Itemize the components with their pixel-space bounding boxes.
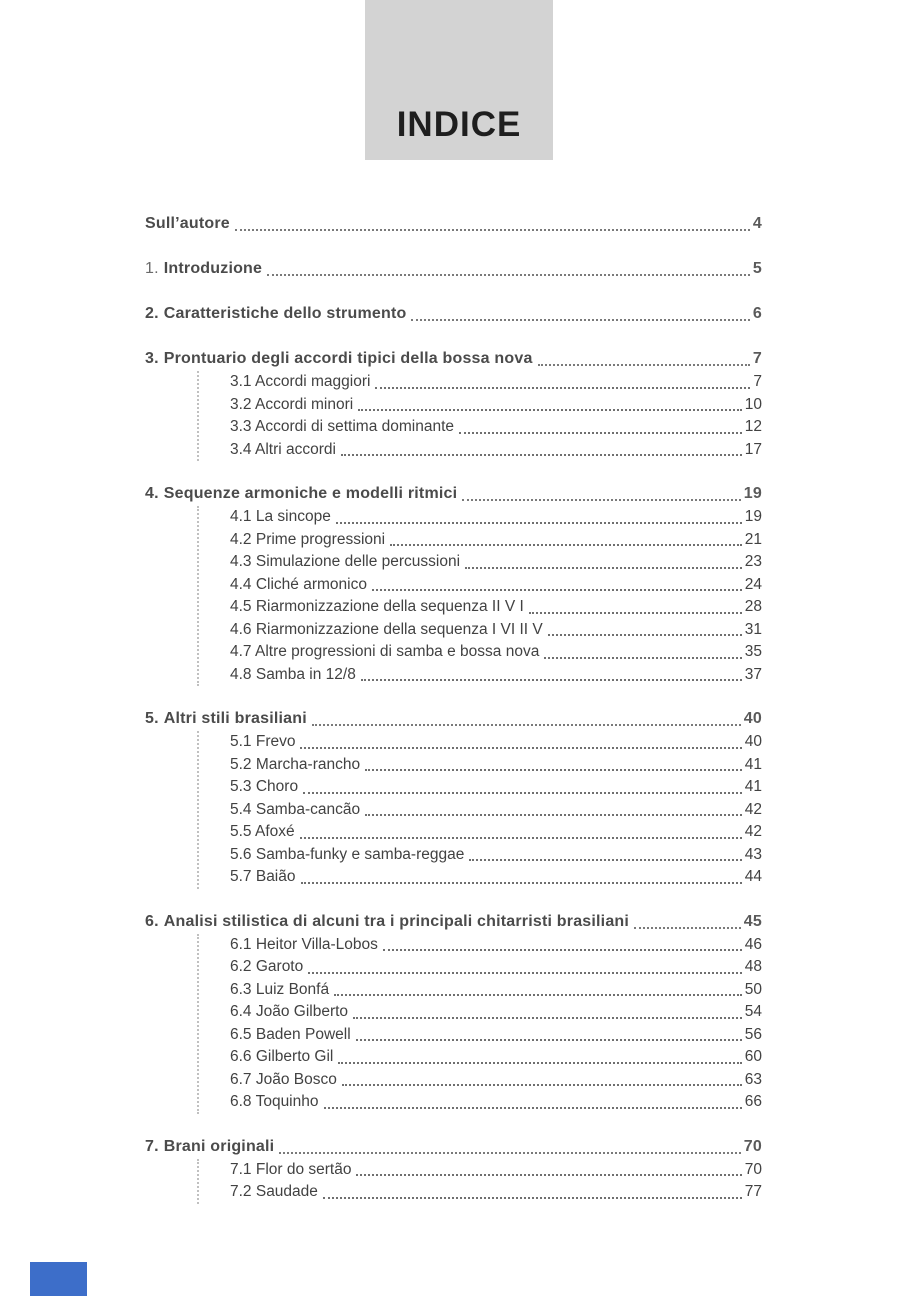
toc-subentry-label: 4.2 Prime progressioni <box>230 530 386 548</box>
toc-subentry-page: 77 <box>744 1183 762 1200</box>
toc-subentry-page: 48 <box>744 958 762 975</box>
toc-subentry-page: 35 <box>744 643 762 660</box>
toc-subentry <box>230 956 762 979</box>
toc-entry-page: 70 <box>743 1137 762 1155</box>
toc-subentry-label: 6.2 Garoto <box>230 958 304 975</box>
toc-subentry-label: 4.3 Simulazione delle percussioni <box>230 553 461 570</box>
toc-subentry-page: 44 <box>744 868 762 885</box>
toc-subentry-label: 4.7 Altre progressioni di samba e bossa nova <box>230 643 540 660</box>
toc-subentry-page: 50 <box>744 980 762 998</box>
leader-dots <box>235 229 750 231</box>
toc-subentry-label: 6.7 João Bosco <box>230 1070 337 1088</box>
toc-section <box>145 910 762 1114</box>
leader-dots <box>390 544 742 546</box>
toc-entry-number: 7. <box>145 1137 159 1155</box>
toc-entry-label: Analisi stilistica di alcuni tra i principali chitarristi brasiliani <box>163 912 630 930</box>
toc-subentry <box>230 844 762 867</box>
toc-subentry <box>230 641 762 664</box>
toc-subentry-label: 3.3 Accordi di settima dominante <box>230 418 455 435</box>
toc-subentry-label: 6.6 Gilberto Gil <box>230 1048 334 1065</box>
toc-sublist <box>197 506 762 686</box>
toc-subentry-label: 7.1 Flor do sertão <box>230 1160 352 1178</box>
leader-dots <box>324 1107 742 1109</box>
toc-subentry-label: 6.5 Baden Powell <box>230 1025 351 1043</box>
toc-subentry-label: 5.5 Afoxé <box>230 823 295 840</box>
toc-subentry-label: 6.1 Heitor Villa-Lobos <box>230 935 378 953</box>
toc-subentry <box>230 439 762 462</box>
toc-entry <box>145 347 762 371</box>
toc-section <box>145 1135 762 1204</box>
toc-subentry <box>230 664 762 687</box>
toc <box>145 212 762 1225</box>
toc-subentry <box>230 574 762 597</box>
toc-subentry-label: 5.1 Frevo <box>230 733 296 750</box>
leader-dots <box>279 1152 740 1154</box>
toc-subentry-label: 3.1 Accordi maggiori <box>230 373 371 390</box>
toc-subentry-page: 41 <box>744 755 762 773</box>
toc-subentry-page: 46 <box>744 935 762 953</box>
toc-subentry-label: 3.4 Altri accordi <box>230 440 336 458</box>
toc-subentry-label: 4.5 Riarmonizzazione della sequenza II V I <box>230 598 524 615</box>
toc-subentry-label: 4.4 Cliché armonico <box>230 575 367 593</box>
leader-dots <box>375 387 750 389</box>
toc-section <box>145 302 762 326</box>
toc-subentry-page: 19 <box>744 508 762 525</box>
toc-subentry <box>230 866 762 889</box>
toc-subentry-page: 63 <box>744 1070 762 1088</box>
toc-entry <box>145 212 762 236</box>
toc-subentry-label: 5.3 Choro <box>230 778 299 795</box>
toc-subentry-label: 5.2 Marcha-rancho <box>230 755 361 773</box>
leader-dots <box>544 657 741 659</box>
leader-dots <box>300 747 741 749</box>
leader-dots <box>634 927 741 929</box>
toc-entry-number: 1. <box>145 260 159 277</box>
leader-dots <box>459 432 742 434</box>
leader-dots <box>361 679 742 681</box>
toc-subentry <box>230 506 762 529</box>
toc-entry-number: 6. <box>145 912 159 930</box>
toc-subentry-page: 37 <box>744 665 762 683</box>
toc-subentry-label: 6.8 Toquinho <box>230 1093 319 1110</box>
toc-entry <box>145 707 762 731</box>
toc-sublist <box>197 371 762 461</box>
leader-dots <box>383 949 742 951</box>
leader-dots <box>356 1174 741 1176</box>
toc-subentry <box>230 416 762 439</box>
toc-subentry <box>230 1046 762 1069</box>
leader-dots <box>342 1084 742 1086</box>
toc-subentry-label: 4.8 Samba in 12/8 <box>230 665 356 683</box>
toc-subentry-label: 7.2 Saudade <box>230 1183 318 1200</box>
toc-entry-label: Introduzione <box>163 260 263 277</box>
leader-dots <box>338 1062 741 1064</box>
toc-entry <box>145 482 762 506</box>
toc-subentry-page: 56 <box>744 1025 762 1043</box>
toc-section <box>145 707 762 889</box>
toc-entry-label: Sequenze armoniche e modelli ritmici <box>163 485 458 502</box>
toc-subentry-page: 10 <box>744 395 762 413</box>
toc-entry-number: 3. <box>145 350 159 367</box>
leader-dots <box>358 409 742 411</box>
leader-dots <box>308 972 742 974</box>
toc-entry-page: 4 <box>752 215 762 232</box>
toc-entry-label: Caratteristiche dello strumento <box>163 305 407 322</box>
toc-subentry <box>230 754 762 777</box>
toc-entry-page: 19 <box>743 485 762 502</box>
toc-subentry-page: 66 <box>744 1093 762 1110</box>
toc-subentry <box>230 394 762 417</box>
toc-subentry-label: 3.2 Accordi minori <box>230 395 354 413</box>
leader-dots <box>312 724 741 726</box>
toc-entry-number: 4. <box>145 485 159 502</box>
toc-subentry-page: 60 <box>744 1048 762 1065</box>
leader-dots <box>300 837 742 839</box>
toc-section <box>145 212 762 236</box>
toc-entry-page: 5 <box>752 260 762 277</box>
toc-entry-page: 40 <box>743 710 762 727</box>
toc-subentry <box>230 1024 762 1047</box>
toc-entry-label: Sull’autore <box>145 215 230 232</box>
toc-subentry <box>230 776 762 799</box>
toc-entry-label: Altri stili brasiliani <box>163 710 307 727</box>
toc-subentry <box>230 799 762 822</box>
leader-dots <box>372 589 742 591</box>
toc-subentry-page: 28 <box>744 598 762 615</box>
toc-subentry-page: 12 <box>744 418 762 435</box>
toc-subentry-page: 40 <box>744 733 762 750</box>
toc-subentry-page: 70 <box>744 1160 762 1178</box>
toc-subentry-page: 7 <box>753 373 762 390</box>
leader-dots <box>462 499 741 501</box>
page-corner-marker <box>30 1262 87 1296</box>
leader-dots <box>365 814 742 816</box>
leader-dots <box>267 274 750 276</box>
toc-subentry <box>230 551 762 574</box>
leader-dots <box>323 1197 742 1199</box>
toc-subentry-label: 6.3 Luiz Bonfá <box>230 980 330 998</box>
toc-subentry <box>230 731 762 754</box>
toc-subentry-page: 17 <box>744 440 762 458</box>
toc-subentry-page: 23 <box>744 553 762 570</box>
leader-dots <box>548 634 742 636</box>
toc-entry-label: Brani originali <box>163 1137 275 1155</box>
leader-dots <box>341 454 742 456</box>
leader-dots <box>411 319 749 321</box>
toc-subentry <box>230 821 762 844</box>
toc-section <box>145 347 762 461</box>
toc-subentry <box>230 371 762 394</box>
toc-subentry <box>230 1001 762 1024</box>
toc-subentry-label: 4.6 Riarmonizzazione della sequenza I VI II V <box>230 620 543 638</box>
leader-dots <box>303 792 742 794</box>
leader-dots <box>529 612 742 614</box>
toc-entry-page: 45 <box>743 912 762 930</box>
leader-dots <box>301 882 742 884</box>
toc-subentry <box>230 619 762 642</box>
toc-subentry-label: 5.7 Baião <box>230 868 296 885</box>
leader-dots <box>465 567 742 569</box>
toc-subentry <box>230 1159 762 1182</box>
toc-entry <box>145 910 762 934</box>
toc-subentry-page: 43 <box>744 845 762 863</box>
toc-entry-number: 5. <box>145 710 159 727</box>
toc-subentry-label: 5.6 Samba-funky e samba-reggae <box>230 845 465 863</box>
toc-subentry-label: 5.4 Samba-cancão <box>230 800 361 818</box>
page-title: INDICE <box>396 105 522 144</box>
toc-subentry <box>230 529 762 552</box>
leader-dots <box>334 994 742 996</box>
toc-subentry <box>230 1091 762 1114</box>
toc-subentry <box>230 1181 762 1204</box>
leader-dots <box>538 364 750 366</box>
toc-sublist <box>197 934 762 1114</box>
toc-entry <box>145 257 762 281</box>
toc-sublist <box>197 1159 762 1204</box>
leader-dots <box>365 769 742 771</box>
toc-entry <box>145 302 762 326</box>
toc-entry <box>145 1135 762 1159</box>
toc-entry-page: 6 <box>752 305 762 322</box>
toc-sublist <box>197 731 762 889</box>
toc-subentry-page: 21 <box>744 530 762 548</box>
toc-subentry-label: 6.4 João Gilberto <box>230 1003 349 1020</box>
toc-subentry-label: 4.1 La sincope <box>230 508 331 525</box>
toc-section <box>145 482 762 686</box>
toc-subentry <box>230 979 762 1002</box>
toc-subentry <box>230 934 762 957</box>
leader-dots <box>356 1039 742 1041</box>
toc-entry-page: 7 <box>752 350 762 367</box>
leader-dots <box>336 522 742 524</box>
leader-dots <box>353 1017 742 1019</box>
toc-subentry-page: 24 <box>744 575 762 593</box>
toc-entry-label: Prontuario degli accordi tipici della bossa nova <box>163 350 533 367</box>
toc-subentry-page: 42 <box>744 823 762 840</box>
toc-entry-number: 2. <box>145 305 159 322</box>
leader-dots <box>469 859 741 861</box>
toc-subentry-page: 42 <box>744 800 762 818</box>
toc-subentry <box>230 1069 762 1092</box>
toc-subentry-page: 41 <box>744 778 762 795</box>
toc-subentry-page: 54 <box>744 1003 762 1020</box>
toc-section <box>145 257 762 281</box>
title-box <box>365 0 553 160</box>
toc-subentry <box>230 596 762 619</box>
toc-subentry-page: 31 <box>744 620 762 638</box>
